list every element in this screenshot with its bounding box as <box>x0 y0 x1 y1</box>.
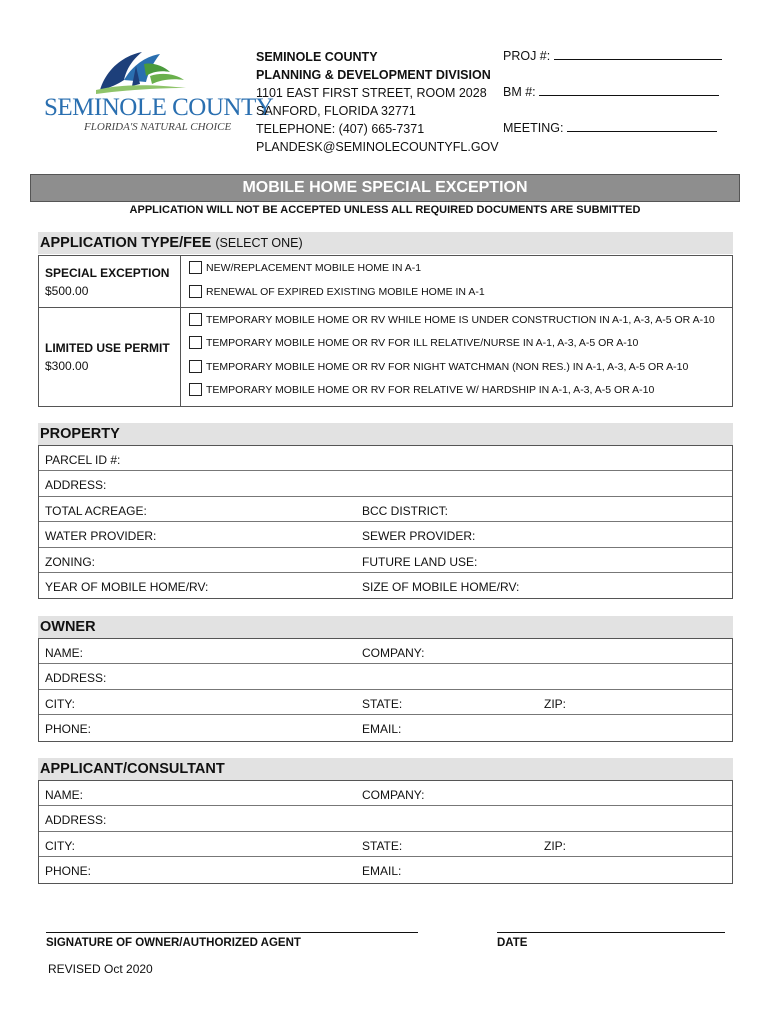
application-type-table <box>38 255 733 407</box>
limited-use-name: LIMITED USE PERMIT <box>45 341 170 355</box>
owner-name-label: NAME: <box>45 646 84 660</box>
logo-wordmark: SEMINOLE COUNTY <box>44 94 274 121</box>
agency-division: PLANNING & DEVELOPMENT DIVISION <box>256 68 491 82</box>
agency-address-block <box>256 48 499 156</box>
logo-tagline: FLORIDA'S NATURAL CHOICE <box>84 121 232 133</box>
owner-heading: OWNER <box>38 616 733 638</box>
agency-city: SANFORD, FLORIDA 32771 <box>256 104 416 118</box>
bm-field[interactable] <box>503 84 722 102</box>
table-row[interactable] <box>39 857 732 882</box>
form-title: MOBILE HOME SPECIAL EXCEPTION <box>30 174 740 202</box>
option-row[interactable] <box>189 383 654 396</box>
signature-label: SIGNATURE OF OWNER/AUTHORIZED AGENT <box>46 937 301 949</box>
application-type-note: (SELECT ONE) <box>215 236 303 250</box>
special-exception-fee: $500.00 <box>45 284 89 298</box>
fee-column <box>39 256 181 406</box>
application-type-heading <box>38 232 733 254</box>
meeting-label: MEETING: <box>503 121 564 135</box>
applicant-city-label: CITY: <box>45 838 76 853</box>
revision-note: REVISED Oct 2020 <box>48 962 153 976</box>
applicant-heading: APPLICANT/CONSULTANT <box>38 758 733 780</box>
owner-state-label: STATE: <box>362 696 403 711</box>
option-row[interactable] <box>189 360 688 373</box>
table-row[interactable] <box>39 548 732 573</box>
option-label: TEMPORARY MOBILE HOME OR RV FOR NIGHT WATCHMAN (NON RES.) IN A-1, A-3, A-5 OR A-10 <box>206 360 689 373</box>
owner-company-label: COMPANY: <box>362 646 425 660</box>
option-label: NEW/REPLACEMENT MOBILE HOME IN A-1 <box>206 261 422 274</box>
size-label: SIZE OF MOBILE HOME/RV: <box>362 579 520 594</box>
property-heading: PROPERTY <box>38 423 733 445</box>
signature-line[interactable] <box>46 932 418 949</box>
form-subtitle: APPLICATION WILL NOT BE ACCEPTED UNLESS ALL REQUIRED DOCUMENTS ARE SUBMITTED <box>129 204 641 216</box>
flu-label: FUTURE LAND USE: <box>362 554 478 569</box>
owner-email-label: EMAIL: <box>362 722 402 737</box>
owner-zip-label: ZIP: <box>544 696 567 711</box>
option-row[interactable] <box>189 313 715 326</box>
special-exception-name: SPECIAL EXCEPTION <box>45 266 170 280</box>
bcc-label: BCC DISTRICT: <box>362 503 449 518</box>
agency-street: 1101 EAST FIRST STREET, ROOM 2028 <box>256 86 487 100</box>
limited-use-label <box>45 341 170 373</box>
water-label: WATER PROVIDER: <box>45 529 157 544</box>
applicant-table <box>38 780 733 884</box>
option-label: TEMPORARY MOBILE HOME OR RV WHILE HOME IS UNDER CONSTRUCTION IN A-1, A-3, A-5 OR A-10 <box>206 313 715 326</box>
table-row[interactable] <box>39 471 732 496</box>
proj-line[interactable] <box>554 48 722 60</box>
option-checkbox[interactable] <box>189 360 202 373</box>
option-checkbox[interactable] <box>189 383 202 396</box>
option-checkbox[interactable] <box>189 336 202 349</box>
option-checkbox[interactable] <box>189 313 202 326</box>
applicant-state-label: STATE: <box>362 838 403 853</box>
option-checkbox[interactable] <box>189 261 202 274</box>
property-table <box>38 445 733 599</box>
applicant-name-label: NAME: <box>45 788 84 802</box>
office-use-block <box>503 48 722 156</box>
owner-table <box>38 638 733 742</box>
table-row[interactable] <box>39 690 732 715</box>
bm-label: BM #: <box>503 85 536 99</box>
limited-use-fee: $300.00 <box>45 359 89 373</box>
year-label: YEAR OF MOBILE HOME/RV: <box>45 579 209 594</box>
parcel-label: PARCEL ID #: <box>45 453 121 467</box>
fee-divider <box>39 307 181 308</box>
applicant-email-label: EMAIL: <box>362 864 402 879</box>
table-row[interactable] <box>39 639 732 664</box>
meeting-field[interactable] <box>503 120 722 138</box>
proj-label: PROJ #: <box>503 49 551 63</box>
table-row[interactable] <box>39 832 732 857</box>
option-row[interactable] <box>189 285 485 298</box>
bm-line[interactable] <box>539 84 719 96</box>
option-row[interactable] <box>189 336 638 349</box>
meeting-line[interactable] <box>567 120 717 132</box>
option-label: TEMPORARY MOBILE HOME OR RV FOR ILL RELATIVE/NURSE IN A-1, A-3, A-5 OR A-10 <box>206 336 639 349</box>
zoning-label: ZONING: <box>45 554 95 569</box>
option-checkbox[interactable] <box>189 285 202 298</box>
date-label: DATE <box>497 937 528 949</box>
proj-field[interactable] <box>503 48 722 66</box>
owner-phone-label: PHONE: <box>45 722 92 737</box>
applicant-address-label: ADDRESS: <box>45 813 107 828</box>
special-exception-label <box>45 266 169 298</box>
table-row[interactable] <box>39 522 732 547</box>
date-line[interactable] <box>497 932 725 949</box>
table-row[interactable] <box>39 715 732 740</box>
table-row[interactable] <box>39 497 732 522</box>
owner-city-label: CITY: <box>45 696 76 711</box>
table-row[interactable] <box>39 573 732 598</box>
agency-name: SEMINOLE COUNTY <box>256 50 378 64</box>
option-label: RENEWAL OF EXPIRED EXISTING MOBILE HOME IN A-1 <box>206 285 485 298</box>
owner-address-label: ADDRESS: <box>45 671 107 686</box>
application-type-title: APPLICATION TYPE/FEE <box>40 235 212 251</box>
applicant-company-label: COMPANY: <box>362 788 425 802</box>
applicant-phone-label: PHONE: <box>45 864 92 879</box>
option-label: TEMPORARY MOBILE HOME OR RV FOR RELATIVE W/ HARDSHIP IN A-1, A-3, A-5 OR A-10 <box>206 383 655 396</box>
applicant-zip-label: ZIP: <box>544 838 567 853</box>
acreage-label: TOTAL ACREAGE: <box>45 503 147 518</box>
agency-email: PLANDESK@SEMINOLECOUNTYFL.GOV <box>256 140 499 154</box>
table-row[interactable] <box>39 664 732 689</box>
table-row[interactable] <box>39 446 732 471</box>
table-row[interactable] <box>39 781 732 806</box>
options-divider <box>181 307 733 308</box>
sewer-label: SEWER PROVIDER: <box>362 529 476 544</box>
option-row[interactable] <box>189 261 421 274</box>
agency-phone: TELEPHONE: (407) 665-7371 <box>256 122 425 136</box>
property-address-label: ADDRESS: <box>45 478 107 493</box>
table-row[interactable] <box>39 806 732 831</box>
